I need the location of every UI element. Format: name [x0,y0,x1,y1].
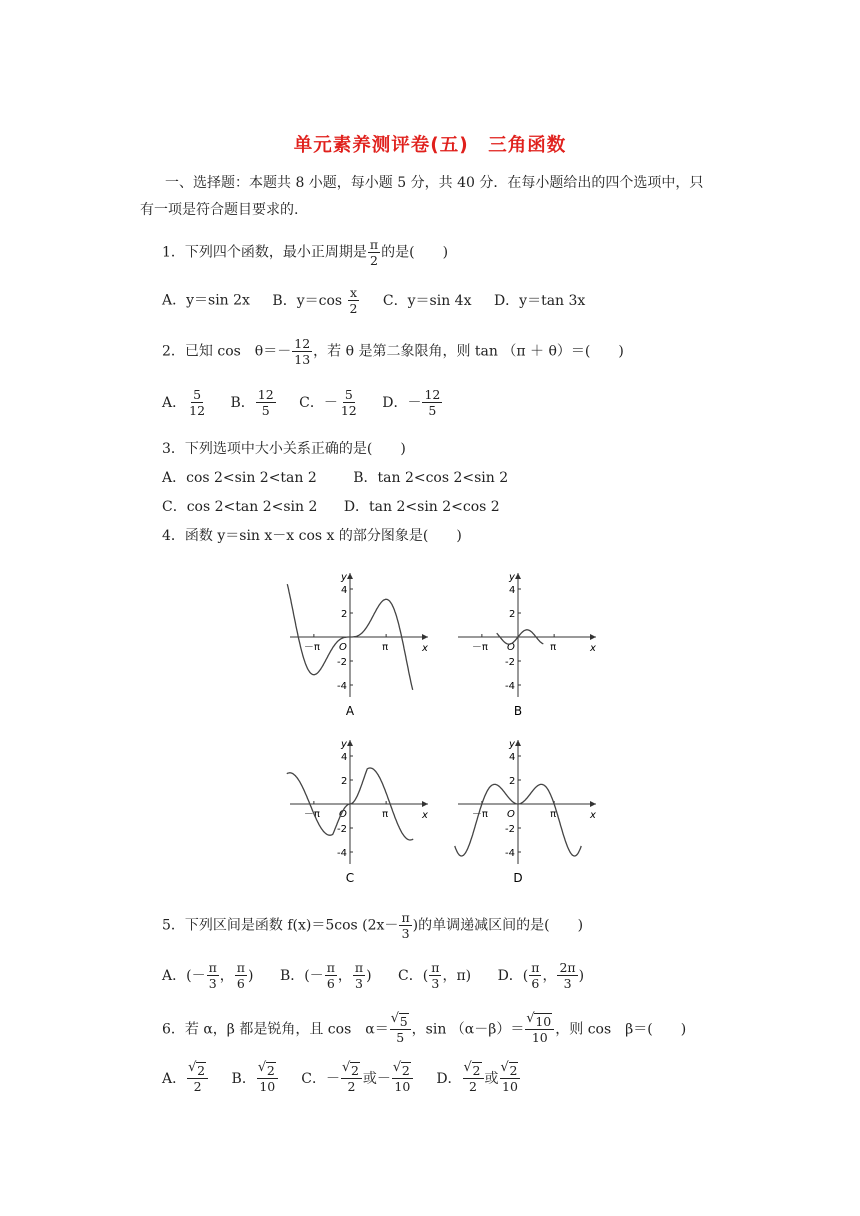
question-5-stem: 5．下列区间是函数 f(x)＝5cos (2x－ $\frac{\pi}{3}$ )的单调递减区间的是( ) [162,910,584,941]
x-tick-label-neg-pi: －π [471,642,488,653]
y-axis-arrow [347,740,353,746]
q3-option-a[interactable]: A．cos 2<sin 2<tan 2 [162,470,317,486]
y-tick-label: 4 [341,752,348,763]
q6-option-d[interactable]: D． √ $\frac{2}{2}$ 或 √ $\frac{2}{10}$ [436,1071,521,1087]
q2-option-b[interactable]: B． $\frac{12}{5}$ [230,387,274,418]
question-2-options [162,387,443,418]
question-3-stem: 3．下列选项中大小关系正确的是( ) [162,441,406,457]
y-tick-label: -2 [337,824,347,835]
question-1-options [162,285,585,316]
origin-label: O [507,809,515,820]
y-axis-label: y [509,739,515,750]
q4-graph-c[interactable] [287,739,428,885]
q1-option-a[interactable]: A．y＝sin 2x [162,292,250,309]
question-5-options [162,960,584,991]
q1-option-b[interactable]: B．y＝cos $\frac{x}{2}$ [272,285,358,316]
x-axis-arrow [422,801,428,807]
graph-caption: C [345,871,355,885]
origin-label: O [339,809,347,820]
question-3-options-row1 [162,469,508,487]
q6-option-c[interactable]: C．－ √ $\frac{2}{2}$ 或－ √ $\frac{2}{10}$ [301,1071,414,1087]
y-tick-label: -4 [505,681,515,692]
question-1-stem: 1．下列四个函数，最小正周期是 $\frac{\pi}{2}$ 的是( ) [162,237,449,268]
q6-option-a[interactable]: A． √ $\frac{2}{2}$ [162,1071,209,1087]
y-axis-label: y [341,572,347,583]
q2-option-a[interactable]: A． $\frac{5}{12}$ [162,387,206,418]
x-tick-label-pi: π [382,809,389,820]
x-axis-label: x [590,643,596,654]
q2-option-c[interactable]: C．－ $\frac{5}{12}$ [299,387,357,418]
section-intro: 一、选择题：本题共 8 小题，每小题 5 分，共 40 分．在每小题给出的四个选项中，只 [165,175,704,191]
y-axis-label: y [509,572,515,583]
section-intro-cont: 有一项是符合题目要求的. [140,202,299,218]
y-tick-label: 2 [341,609,348,620]
x-tick-label-pi: π [382,642,389,653]
y-axis-arrow [515,740,521,746]
q5-option-a[interactable]: A．(－ $\frac{\pi}{3}$ ， $\frac{\pi}{6}$ ) [162,960,254,991]
y-tick-label: 4 [509,585,516,596]
y-tick-label: -4 [337,848,347,859]
x-axis-arrow [590,801,596,807]
question-4-stem: 4．函数 y＝sin x－x cos x 的部分图象是( ) [162,528,462,544]
y-tick-label: 2 [341,776,348,787]
x-tick-label-pi: π [550,809,557,820]
page-title: 单元素养测评卷(五) 三角函数 [293,135,567,156]
origin-label: O [507,642,515,653]
q1-option-d[interactable]: D．y＝tan 3x [493,292,586,309]
q1-option-c[interactable]: C．y＝sin 4x [382,292,472,309]
question-2-stem: 2．已知 cos θ＝－ $\frac{12}{13}$ ，若 θ 是第二象限角，则 tan （π ＋ θ）＝( ) [162,336,624,367]
x-axis-label: x [590,810,596,821]
y-tick-label: 4 [341,585,348,596]
y-tick-label: 2 [509,776,516,787]
x-tick-label-neg-pi: －π [303,642,320,653]
x-tick-label-neg-pi: －π [303,809,320,820]
q5-option-c[interactable]: C．( $\frac{\pi}{3}$ ，π) [398,960,472,991]
y-axis-arrow [347,573,353,579]
y-axis-arrow [515,573,521,579]
q3-option-c[interactable]: C．cos 2<tan 2<sin 2 [162,499,318,515]
q4-graphs [282,560,612,890]
x-axis-label: x [422,643,428,654]
x-tick-label-pi: π [550,642,557,653]
question-6-stem: 6．若 α，β 都是锐角，且 cos α＝ √ $\frac{5}{5}$ ，sin （α－β）＝ √ $\frac{10}{10}$ ，则 cos β＝( ) [162,1014,686,1045]
graph-caption: D [513,871,523,885]
y-axis-label: y [341,739,347,750]
q3-option-d[interactable]: D．tan 2<sin 2<cos 2 [343,499,500,515]
x-axis-arrow [422,634,428,640]
graph-caption: B [513,704,523,718]
y-tick-label: 4 [509,752,516,763]
x-axis-arrow [590,634,596,640]
q4-graph-d[interactable] [455,739,596,885]
graph-caption: A [345,704,355,718]
origin-label: O [339,642,347,653]
q3-option-b[interactable]: B．tan 2<cos 2<sin 2 [353,470,509,486]
x-axis-label: x [422,810,428,821]
y-tick-label: -2 [505,657,515,668]
q6-option-b[interactable]: B． √ $\frac{2}{10}$ [232,1071,279,1087]
y-tick-label: -2 [505,824,515,835]
x-tick-label-neg-pi: －π [471,809,488,820]
q5-option-b[interactable]: B．(－ $\frac{\pi}{6}$ ， $\frac{\pi}{3}$ ) [279,960,372,991]
q2-option-d[interactable]: D．－ $\frac{12}{5}$ [382,387,441,418]
y-tick-label: -4 [337,681,347,692]
q5-option-d[interactable]: D．( $\frac{\pi}{6}$ ， $\frac{2\pi}{3}$ ) [497,960,585,991]
y-tick-label: 2 [509,609,516,620]
question-3-options-row2 [162,498,500,516]
y-tick-label: -2 [337,657,347,668]
q4-graph-a[interactable] [287,572,428,718]
q4-graph-b[interactable] [458,572,596,718]
question-6-options [162,1063,521,1094]
y-tick-label: -4 [505,848,515,859]
